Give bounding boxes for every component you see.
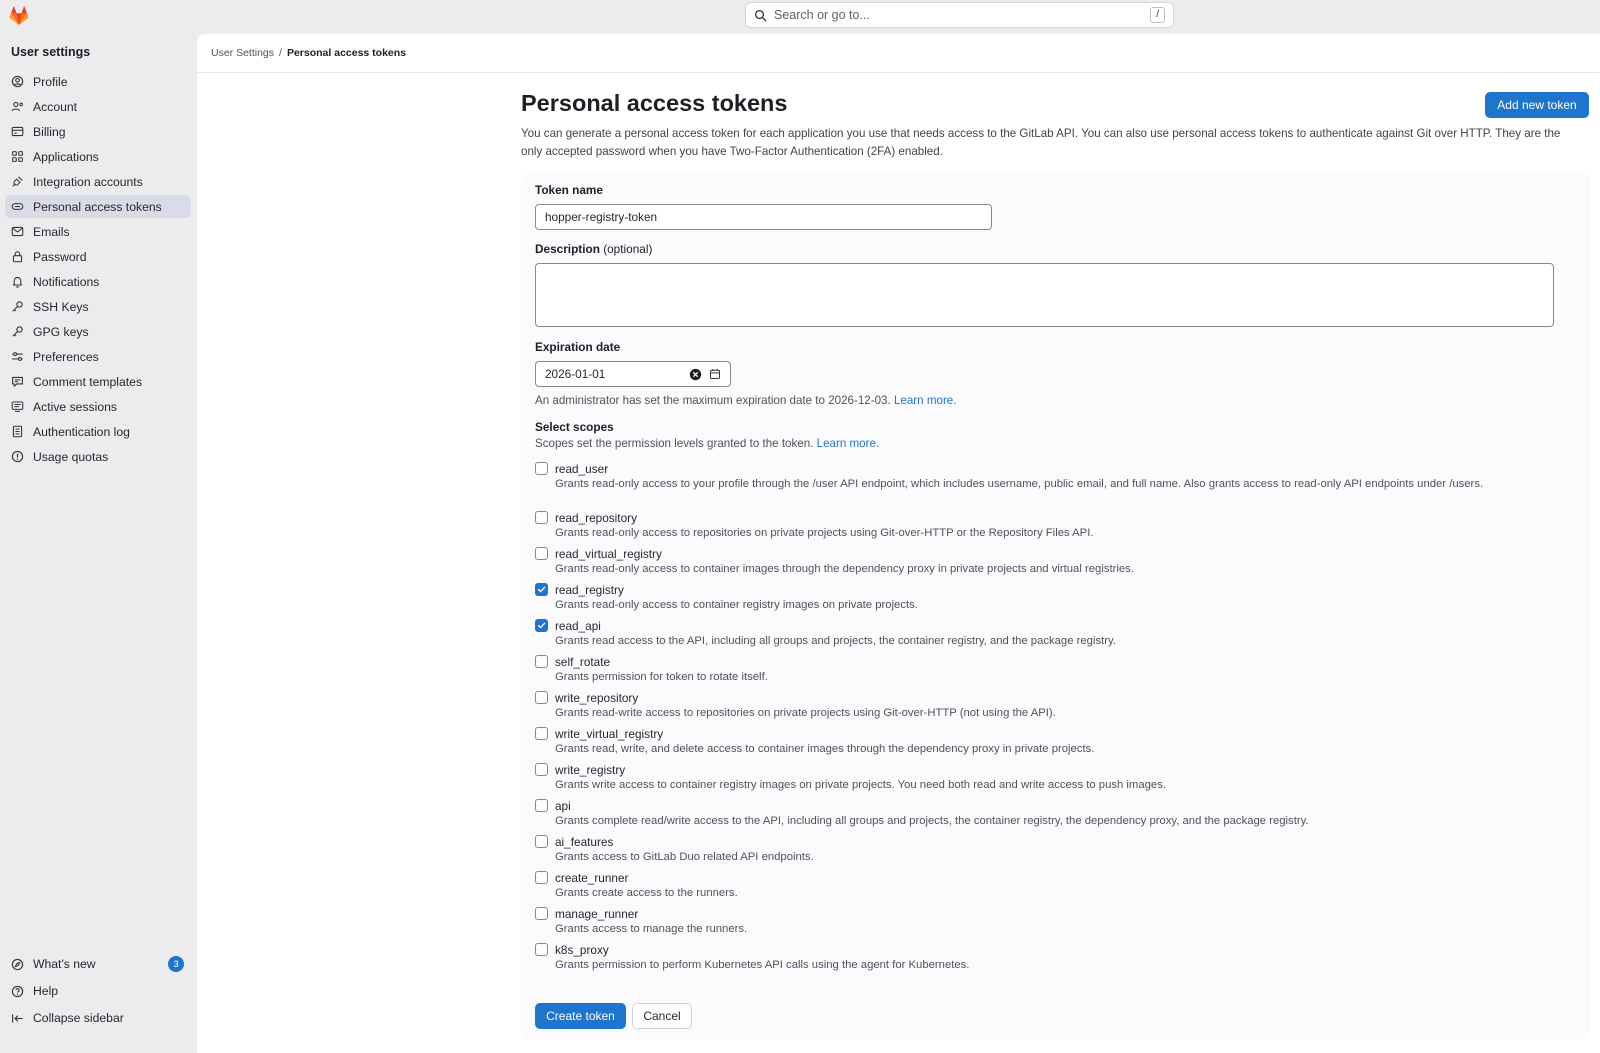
scope-write-registry [535, 762, 1575, 798]
scope-text [555, 546, 1134, 582]
scope-name[interactable]: read_repository [555, 511, 637, 525]
search-shortcut-key: / [1150, 7, 1165, 23]
scope-name[interactable]: read_api [555, 619, 601, 633]
sidebar-item-label: Notifications [33, 274, 100, 289]
scopes-hint-text: Scopes set the permission levels granted to the token. [535, 437, 814, 450]
scope-read-virtual-registry [535, 546, 1575, 582]
clear-date-icon[interactable] [689, 368, 702, 381]
sidebar-item-label: Applications [33, 149, 99, 164]
scope-name[interactable]: write_registry [555, 763, 626, 777]
sidebar-item-label: Preferences [33, 349, 99, 364]
sidebar-item-label: GPG keys [33, 324, 89, 339]
token-form [521, 174, 1590, 1040]
scope-text [555, 690, 1056, 726]
page-title: Personal access tokens [521, 90, 788, 116]
cancel-button[interactable]: Cancel [632, 1003, 692, 1029]
scope-name[interactable]: read_user [555, 462, 609, 476]
sidebar-item-label: Account [33, 99, 78, 114]
breadcrumb-divider [197, 72, 1600, 73]
gitlab-logo-icon[interactable] [8, 5, 30, 27]
scope-checkbox[interactable] [535, 871, 548, 884]
scope-checkbox[interactable] [535, 943, 548, 956]
scope-text [555, 762, 1166, 798]
whats-new-count-badge: 3 [168, 956, 184, 972]
scope-ai-features [535, 834, 1575, 870]
scope-write-repository [535, 690, 1575, 726]
sidebar-item-label: Personal access tokens [33, 199, 162, 214]
scope-description: Grants read-write access to repositories on private projects using Git-over-HTTP (not using the API). [555, 707, 1056, 719]
scope-name[interactable]: manage_runner [555, 907, 639, 921]
scope-write-virtual-registry [535, 726, 1575, 762]
scope-checkbox[interactable] [535, 511, 548, 524]
mail-icon [11, 225, 24, 238]
search-placeholder: Search or go to... [774, 8, 870, 22]
collapse-sidebar-button[interactable] [5, 1006, 191, 1030]
scope-description: Grants read access to the API, including all groups and projects, the container registry, and the package registry. [555, 635, 1116, 647]
scope-description: Grants complete read/write access to the API, including all groups and projects, the container registry, the dependency proxy, and the package registry. [555, 815, 1309, 827]
scope-api [535, 798, 1575, 834]
scope-read-user [535, 461, 1575, 510]
sidebar-item-label: Billing [33, 124, 66, 139]
billing-icon [11, 125, 24, 138]
key-icon [11, 300, 24, 313]
sidebar-item-comment-templates[interactable] [5, 370, 191, 393]
scope-description: Grants read, write, and delete access to container images through the dependency proxy in private projects. [555, 743, 1095, 755]
scope-name[interactable]: read_registry [555, 583, 624, 597]
scope-description: Grants permission for token to rotate itself. [555, 671, 768, 683]
scope-checkbox[interactable] [535, 547, 548, 560]
scope-description: Grants permission to perform Kubernetes API calls using the agent for Kubernetes. [555, 959, 970, 971]
scope-name[interactable]: read_virtual_registry [555, 547, 662, 561]
token-name-input[interactable]: hopper-registry-token [535, 204, 992, 230]
monitor-icon [11, 400, 24, 413]
quota-icon [11, 450, 24, 463]
help-icon [11, 985, 24, 998]
sidebar-item-label: Usage quotas [33, 449, 109, 464]
sidebar-item-label: Password [33, 249, 87, 264]
scope-self-rotate [535, 654, 1575, 690]
add-new-token-button[interactable]: Add new token [1485, 92, 1589, 118]
compass-icon [11, 958, 24, 971]
preferences-icon [11, 350, 24, 363]
scope-checkbox[interactable] [535, 799, 548, 812]
scope-text [555, 582, 918, 618]
scope-checkbox[interactable] [535, 462, 548, 475]
scope-read-api [535, 618, 1575, 654]
collapse-left-icon [11, 1012, 24, 1025]
help-button[interactable] [5, 979, 191, 1003]
scope-create-runner [535, 870, 1575, 906]
sidebar-item-notifications[interactable] [5, 270, 191, 293]
scope-text [555, 654, 768, 690]
scope-checkbox[interactable] [535, 727, 548, 740]
whats-new-label: What's new [33, 957, 96, 971]
checkmark-icon [537, 621, 546, 630]
scope-description: Grants access to manage the runners. [555, 923, 748, 935]
sidebar-item-label: Active sessions [33, 399, 117, 414]
scope-name[interactable]: ai_features [555, 835, 614, 849]
scope-read-repository [535, 510, 1575, 546]
scope-checkbox[interactable] [535, 763, 548, 776]
expiration-date-label: Expiration date [535, 340, 621, 354]
integration-icon [11, 175, 24, 188]
expiration-date-value: 2026-01-01 [545, 367, 606, 381]
sidebar-item-personal-access-tokens[interactable] [5, 195, 191, 218]
scope-name[interactable]: write_repository [555, 691, 639, 705]
scope-checkbox[interactable] [535, 655, 548, 668]
sidebar-item-active-sessions[interactable] [5, 395, 191, 418]
create-token-button[interactable]: Create token [535, 1003, 626, 1029]
applications-icon [11, 150, 24, 163]
sidebar-item-label: Authentication log [33, 424, 130, 439]
token-icon [11, 200, 24, 213]
scope-text [555, 461, 1483, 510]
scopes-learn-more-link[interactable]: Learn more. [816, 437, 880, 450]
scope-name[interactable]: api [555, 799, 571, 813]
sidebar-nav [5, 70, 191, 470]
scope-description: Grants write access to container registry images on private projects. You need both read and write access to push images. [555, 779, 1166, 791]
description-label [535, 242, 652, 256]
scope-checkbox[interactable] [535, 583, 548, 596]
expiration-hint [535, 394, 956, 407]
scope-k8s-proxy [535, 942, 1575, 978]
scope-checkbox[interactable] [535, 907, 548, 920]
comment-icon [11, 375, 24, 388]
key-icon [11, 325, 24, 338]
page-intro: You can generate a personal access token for each application you use that needs access to the GitLab API. You can also use personal access tokens to authenticate against Git over HTTP. They are the only accepted password when you have Two-Factor Authentication (2FA) enabled. [521, 127, 1561, 158]
scope-text [555, 906, 747, 942]
account-icon [11, 100, 24, 113]
lock-icon [11, 250, 24, 263]
scope-description: Grants read-only access to container images through the dependency proxy in private projects and virtual registries. [555, 563, 1134, 575]
top-bar [0, 0, 1600, 34]
description-label-text: Description [535, 242, 600, 256]
sidebar-item-label: SSH Keys [33, 299, 89, 314]
collapse-sidebar-label: Collapse sidebar [33, 1011, 124, 1025]
description-textarea[interactable] [535, 263, 1554, 327]
sidebar-title: User settings [11, 45, 91, 59]
scope-description: Grants read-only access to container registry images on private projects. [555, 599, 918, 611]
expiration-date-input[interactable] [535, 361, 731, 387]
profile-icon [11, 75, 24, 88]
checkmark-icon [537, 585, 546, 594]
main-content [197, 34, 1600, 1053]
scope-text [555, 834, 814, 870]
scope-checkbox[interactable] [535, 691, 548, 704]
description-optional-text: (optional) [603, 242, 653, 256]
scope-checkbox[interactable] [535, 835, 548, 848]
sidebar-item-billing[interactable] [5, 120, 191, 143]
select-scopes-label: Select scopes [535, 420, 614, 434]
help-label: Help [33, 984, 59, 998]
scope-description: Grants read-only access to repositories on private projects using Git-over-HTTP or the Repository Files API. [555, 527, 1094, 539]
scope-description: Grants read-only access to your profile through the /user API endpoint, which includes username, public email, and full name. Also grants access to read-only API endpoints under /users. [555, 478, 1484, 490]
bell-icon [11, 275, 24, 288]
breadcrumb [211, 47, 406, 59]
whats-new-button[interactable] [5, 952, 191, 976]
scope-description: Grants create access to the runners. [555, 887, 738, 899]
token-name-label: Token name [535, 183, 603, 197]
sidebar-item-label: Profile [33, 74, 68, 89]
sidebar-item-usage-quotas[interactable] [5, 445, 191, 468]
sidebar [0, 34, 197, 1053]
breadcrumb-separator: / [279, 47, 282, 59]
breadcrumb-parent-link[interactable]: User Settings [211, 47, 275, 59]
expiration-learn-more-link[interactable]: Learn more. [893, 394, 957, 407]
search-icon [754, 9, 767, 22]
scope-name[interactable]: self_rotate [555, 655, 611, 669]
scope-text [555, 942, 969, 978]
scope-text [555, 618, 1116, 654]
sidebar-item-preferences[interactable] [5, 345, 191, 368]
sidebar-item-applications[interactable] [5, 145, 191, 168]
sidebar-item-label: Integration accounts [33, 174, 143, 189]
scope-name[interactable]: create_runner [555, 871, 629, 885]
sidebar-item-authentication-log[interactable] [5, 420, 191, 443]
calendar-icon[interactable] [709, 368, 721, 380]
sidebar-item-label: Comment templates [33, 374, 143, 389]
scope-description: Grants access to GitLab Duo related API endpoints. [555, 851, 814, 863]
scopes-hint [535, 437, 879, 450]
scope-read-registry [535, 582, 1575, 618]
breadcrumb-current[interactable]: Personal access tokens [286, 47, 407, 59]
sidebar-bottom [5, 952, 191, 1032]
expiration-hint-text: An administrator has set the maximum expiration date to 2026-12-03. [535, 394, 891, 407]
scope-text [555, 510, 1094, 546]
scope-text [555, 726, 1094, 762]
scope-manage-runner [535, 906, 1575, 942]
search-input[interactable] [745, 2, 1174, 28]
sidebar-item-password[interactable] [5, 245, 191, 268]
sidebar-item-emails[interactable] [5, 220, 191, 243]
sidebar-item-label: Emails [33, 224, 70, 239]
scope-name[interactable]: k8s_proxy [555, 943, 609, 957]
scope-name[interactable]: write_virtual_registry [555, 727, 664, 741]
scope-text [555, 798, 1309, 834]
scope-text [555, 870, 738, 906]
scope-list [535, 461, 1575, 978]
sidebar-item-gpg-keys[interactable] [5, 320, 191, 343]
log-icon [11, 425, 24, 438]
sidebar-item-profile[interactable] [5, 70, 191, 93]
scope-checkbox[interactable] [535, 619, 548, 632]
sidebar-item-ssh-keys[interactable] [5, 295, 191, 318]
sidebar-item-account[interactable] [5, 95, 191, 118]
sidebar-item-integration-accounts[interactable] [5, 170, 191, 193]
